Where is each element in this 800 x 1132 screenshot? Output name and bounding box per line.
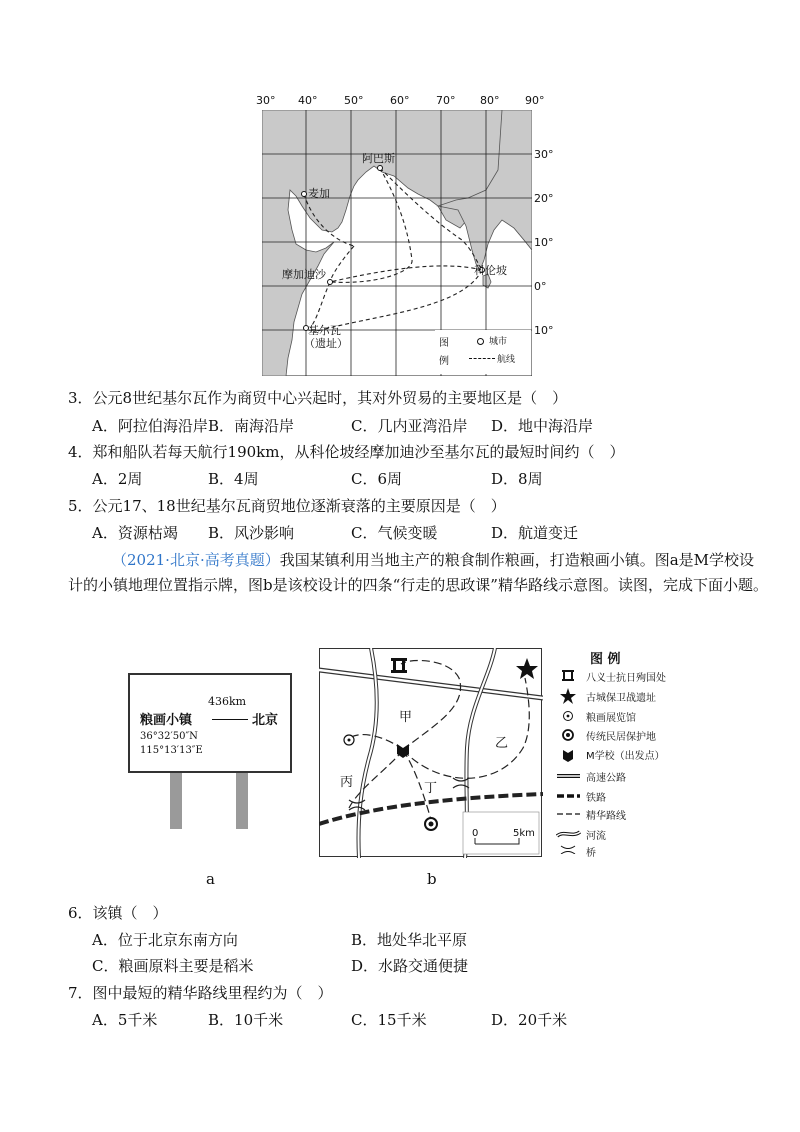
legend-b-item: 古城保卫战遗址 — [586, 693, 656, 704]
question-6-option-c[interactable]: C．粮画原料主要是稻米 — [92, 957, 254, 975]
question-7-option-c[interactable]: C．15千米 — [351, 1011, 427, 1029]
question-5-option-b[interactable]: B．风沙影响 — [208, 524, 295, 542]
source-tag[interactable]: （2021·北京·高考真题） — [112, 551, 280, 569]
legend-b-item: 河流 — [586, 831, 606, 842]
question-6-stem: 6．该镇（ ） — [68, 904, 168, 922]
sign-latitude: 36°32′50″N — [140, 731, 198, 742]
question-3-option-d[interactable]: D．地中海沿岸 — [491, 417, 594, 435]
lon-label: 80° — [480, 94, 500, 107]
city-label-mecca: 麦加 — [308, 187, 330, 200]
question-7-option-a[interactable]: A．5千米 — [92, 1011, 158, 1029]
lat-label: 0° — [534, 280, 547, 293]
legend-b-item: 精华路线 — [586, 811, 626, 822]
legend-b-icons — [556, 668, 584, 854]
route-map-legend — [556, 648, 696, 859]
lat-label: 10° — [534, 324, 554, 337]
city-label-colombo: 科伦坡 — [474, 264, 507, 277]
sign-beijing: 北京 — [252, 713, 279, 728]
lon-label: 30° — [256, 94, 276, 107]
star-icon — [560, 688, 576, 704]
legend-b-item: 粮画展览馆 — [586, 713, 636, 724]
scale-label-5km: 5km — [513, 828, 535, 839]
city-dot — [378, 166, 383, 171]
question-4-option-d[interactable]: D．8周 — [491, 470, 543, 488]
question-4-option-b[interactable]: B．4周 — [208, 470, 259, 488]
signboard-post — [170, 773, 182, 829]
lon-label: 90° — [525, 94, 545, 107]
question-5-stem: 5．公元17、18世纪基尔瓦商贸地位逐渐衰落的主要原因是（ ） — [68, 497, 506, 515]
question-4-option-c[interactable]: C．6周 — [351, 470, 403, 488]
school-icon — [563, 750, 573, 762]
legend-route: 航线 — [497, 355, 516, 365]
city-label-ruins: （遗址） — [304, 337, 348, 350]
legend-title: 例 — [439, 356, 449, 367]
city-label-kilwa: 基尔瓦 — [308, 324, 341, 337]
intro-paragraph — [68, 548, 768, 598]
sign-longitude: 115°13′13″E — [140, 745, 203, 756]
legend-b-item: 桥 — [586, 848, 596, 859]
question-5-option-c[interactable]: C．气候变暖 — [351, 524, 438, 542]
signboard-figure — [128, 673, 294, 829]
legend-b-item: 铁路 — [586, 793, 606, 804]
scale-label-zero: 0 — [472, 828, 479, 839]
indian-ocean-map — [252, 92, 554, 378]
signboard-post — [236, 773, 248, 829]
lon-label: 50° — [344, 94, 364, 107]
memorial-icon — [562, 670, 574, 681]
figure-a-caption: a — [206, 870, 215, 888]
route-label-bing: 丙 — [340, 775, 354, 790]
route-map — [319, 648, 543, 858]
lon-label: 70° — [436, 94, 456, 107]
question-7-option-d[interactable]: D．20千米 — [491, 1011, 568, 1029]
lat-label: 30° — [534, 148, 554, 161]
sign-town-name: 粮画小镇 — [140, 713, 193, 728]
legend-b-item: M学校（出发点） — [586, 751, 665, 762]
map-legend — [435, 330, 531, 374]
city-label-abbas: 阿巴斯 — [362, 152, 395, 165]
city-symbol-icon — [477, 338, 484, 345]
question-6-option-a[interactable]: A．位于北京东南方向 — [92, 931, 238, 949]
legend-b-item: 传统民居保护地 — [586, 732, 656, 743]
legend-b-item: 八义士抗日殉国处 — [586, 673, 666, 684]
sign-distance: 436km — [208, 695, 247, 708]
lon-label: 40° — [298, 94, 318, 107]
question-3-option-a[interactable]: A．阿拉伯海沿岸 — [92, 417, 208, 435]
bridge-icon — [561, 846, 575, 854]
question-5-option-a[interactable]: A．资源枯竭 — [92, 524, 178, 542]
question-7-stem: 7．图中最短的精华路线里程约为（ ） — [68, 984, 333, 1002]
question-3-option-c[interactable]: C．几内亚湾沿岸 — [351, 417, 468, 435]
question-6-option-d[interactable]: D．水路交通便捷 — [351, 957, 469, 975]
legend-title: 图 — [439, 338, 449, 349]
route-label-ding: 丁 — [424, 781, 438, 796]
question-3-option-b[interactable]: B．南海沿岸 — [208, 417, 295, 435]
route-symbol-icon — [469, 358, 495, 359]
sign-arrow-line — [212, 719, 248, 720]
question-7-option-b[interactable]: B．10千米 — [208, 1011, 284, 1029]
lat-label: 10° — [534, 236, 554, 249]
lon-label: 60° — [390, 94, 410, 107]
question-6-option-b[interactable]: B．地处华北平原 — [351, 931, 468, 949]
city-label-mogadishu: 摩加迪沙 — [282, 268, 326, 281]
intro-text: 我国某镇利用当地主产的粮食制作粮画，打造粮画小镇。图a是M学校设计的小镇地理位置指示牌，图b是该校设计的四条“行走的思政课”精华路线示意图。读图，完成下面小题。 — [68, 551, 768, 594]
city-dot — [302, 192, 307, 197]
signboard-panel — [128, 673, 292, 773]
question-4-option-a[interactable]: A．2周 — [92, 470, 143, 488]
legend-b-title: 图 例 — [590, 652, 621, 667]
route-label-jia: 甲 — [399, 710, 413, 725]
question-5-option-d[interactable]: D．航道变迁 — [491, 524, 579, 542]
legend-b-item: 高速公路 — [586, 773, 626, 784]
figure-b-caption: b — [427, 870, 437, 888]
city-dot — [328, 280, 333, 285]
lat-label: 20° — [534, 192, 554, 205]
route-label-yi: 乙 — [495, 736, 509, 751]
question-3-stem: 3．公元8世纪基尔瓦作为商贸中心兴起时，其对外贸易的主要地区是（ ） — [68, 389, 568, 407]
question-4-stem: 4．郑和船队若每天航行190km，从科伦坡经摩加迪沙至基尔瓦的最短时间约（ ） — [68, 443, 625, 461]
legend-city: 城市 — [489, 337, 508, 347]
